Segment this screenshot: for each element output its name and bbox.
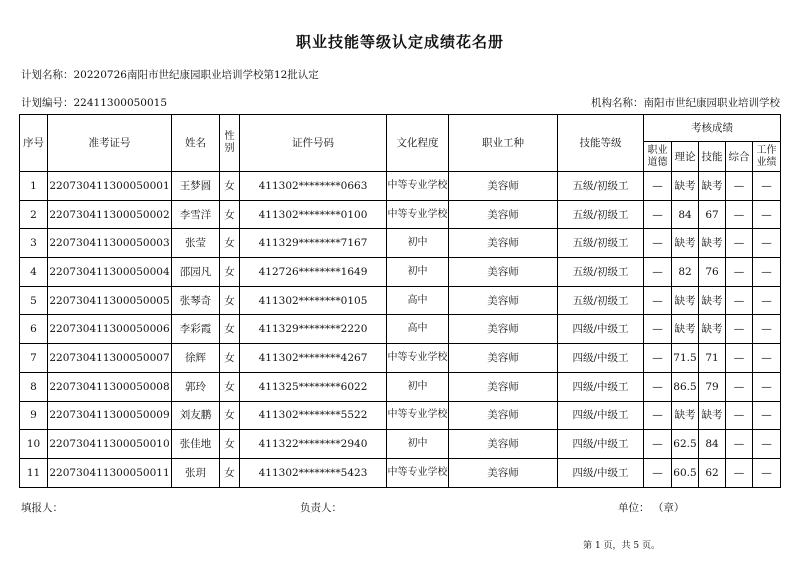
cell-education: 中等专业学校 (387, 401, 449, 430)
cell-id-no: 411329********2220 (240, 315, 387, 344)
cell-gender: 女 (220, 458, 240, 487)
cell-gender: 女 (220, 315, 240, 344)
cell-performance: — (753, 229, 781, 258)
plan-name: 计划名称：20220726南阳市世纪康园职业培训学校第12批认定 (21, 69, 319, 81)
cell-ethics: — (644, 172, 672, 201)
cell-seq: 8 (20, 372, 48, 401)
cell-level: 五级/初级工 (558, 200, 644, 229)
cell-performance: — (753, 401, 781, 430)
cell-skill: 71 (699, 344, 726, 373)
cell-skill: 76 (699, 258, 726, 287)
cell-level: 四级/中级工 (558, 315, 644, 344)
cell-gender: 女 (220, 401, 240, 430)
col-skill: 技能 (699, 142, 726, 172)
cell-name: 李彩霞 (172, 315, 220, 344)
table-row (20, 286, 781, 315)
cell-gender: 女 (220, 200, 240, 229)
cell-education: 中等专业学校 (387, 344, 449, 373)
cell-theory: 缺考 (672, 172, 699, 201)
cell-id-no: 411302********5423 (240, 458, 387, 487)
cell-level: 五级/初级工 (558, 229, 644, 258)
roster-body (20, 172, 781, 488)
cell-skill: 缺考 (699, 286, 726, 315)
cell-exam-no: 220730411300050007 (48, 344, 172, 373)
responsible-label: 负责人： (300, 502, 342, 514)
col-seq: 序号 (20, 115, 48, 172)
col-overall: 综合 (726, 142, 753, 172)
cell-seq: 7 (20, 344, 48, 373)
col-ethics: 职业道德 (644, 142, 672, 172)
cell-performance: — (753, 458, 781, 487)
cell-performance: — (753, 372, 781, 401)
cell-id-no: 411322********2940 (240, 430, 387, 459)
cell-level: 五级/初级工 (558, 286, 644, 315)
table-row (20, 229, 781, 258)
cell-overall: — (726, 458, 753, 487)
cell-level: 四级/中级工 (558, 344, 644, 373)
cell-overall: — (726, 401, 753, 430)
cell-exam-no: 220730411300050006 (48, 315, 172, 344)
cell-education: 中等专业学校 (387, 200, 449, 229)
cell-ethics: — (644, 372, 672, 401)
cell-level: 五级/初级工 (558, 172, 644, 201)
cell-seq: 9 (20, 401, 48, 430)
cell-skill: 84 (699, 430, 726, 459)
cell-theory: 82 (672, 258, 699, 287)
cell-skill: 缺考 (699, 229, 726, 258)
cell-name: 刘友鹏 (172, 401, 220, 430)
cell-gender: 女 (220, 286, 240, 315)
cell-skill: 缺考 (699, 315, 726, 344)
cell-education: 初中 (387, 229, 449, 258)
cell-id-no: 411302********5522 (240, 401, 387, 430)
cell-occupation: 美容师 (449, 315, 558, 344)
cell-education: 初中 (387, 430, 449, 459)
cell-id-no: 412726********1649 (240, 258, 387, 287)
cell-occupation: 美容师 (449, 286, 558, 315)
cell-exam-no: 220730411300050001 (48, 172, 172, 201)
cell-skill: 79 (699, 372, 726, 401)
cell-gender: 女 (220, 344, 240, 373)
cell-occupation: 美容师 (449, 372, 558, 401)
cell-exam-no: 220730411300050002 (48, 200, 172, 229)
cell-theory: 62.5 (672, 430, 699, 459)
cell-overall: — (726, 200, 753, 229)
cell-skill: 62 (699, 458, 726, 487)
cell-theory: 84 (672, 200, 699, 229)
cell-theory: 缺考 (672, 401, 699, 430)
score-roster-table (19, 114, 781, 488)
col-gender: 性别 (220, 115, 240, 172)
cell-ethics: — (644, 229, 672, 258)
cell-occupation: 美容师 (449, 200, 558, 229)
col-name: 姓名 (172, 115, 220, 172)
cell-exam-no: 220730411300050005 (48, 286, 172, 315)
table-row (20, 401, 781, 430)
cell-theory: 缺考 (672, 229, 699, 258)
cell-name: 张玥 (172, 458, 220, 487)
table-row (20, 315, 781, 344)
cell-overall: — (726, 344, 753, 373)
cell-ethics: — (644, 286, 672, 315)
cell-level: 四级/中级工 (558, 372, 644, 401)
col-scores-group: 考核成绩 (644, 115, 781, 142)
cell-ethics: — (644, 200, 672, 229)
cell-seq: 4 (20, 258, 48, 287)
plan-number: 计划编号：22411300050015 (21, 97, 168, 109)
cell-id-no: 411302********0100 (240, 200, 387, 229)
organization-name: 机构名称：南阳市世纪康园职业培训学校 (591, 97, 780, 109)
cell-gender: 女 (220, 430, 240, 459)
cell-level: 四级/中级工 (558, 401, 644, 430)
cell-name: 李雪洋 (172, 200, 220, 229)
filler-label: 填报人： (21, 502, 63, 514)
col-occupation: 职业工种 (449, 115, 558, 172)
cell-overall: — (726, 258, 753, 287)
cell-gender: 女 (220, 372, 240, 401)
page-indicator: 第 1 页，共 5 页。 (583, 541, 660, 551)
cell-seq: 2 (20, 200, 48, 229)
table-row (20, 200, 781, 229)
cell-performance: — (753, 286, 781, 315)
cell-name: 王梦圆 (172, 172, 220, 201)
cell-id-no: 411302********0105 (240, 286, 387, 315)
cell-name: 张佳地 (172, 430, 220, 459)
cell-skill: 缺考 (699, 401, 726, 430)
col-theory: 理论 (672, 142, 699, 172)
cell-gender: 女 (220, 172, 240, 201)
cell-theory: 缺考 (672, 286, 699, 315)
cell-name: 郭玲 (172, 372, 220, 401)
cell-name: 邵园凡 (172, 258, 220, 287)
cell-performance: — (753, 258, 781, 287)
cell-overall: — (726, 286, 753, 315)
cell-id-no: 411325********6022 (240, 372, 387, 401)
table-row (20, 172, 781, 201)
page-title: 职业技能等级认定成绩花名册 (295, 33, 504, 51)
cell-education: 高中 (387, 286, 449, 315)
table-row (20, 344, 781, 373)
header-row (20, 115, 781, 142)
cell-name: 张莹 (172, 229, 220, 258)
table-row (20, 372, 781, 401)
cell-ethics: — (644, 315, 672, 344)
cell-ethics: — (644, 430, 672, 459)
table-row (20, 258, 781, 287)
cell-theory: 60.5 (672, 458, 699, 487)
cell-ethics: — (644, 458, 672, 487)
cell-seq: 3 (20, 229, 48, 258)
cell-exam-no: 220730411300050008 (48, 372, 172, 401)
cell-overall: — (726, 315, 753, 344)
cell-skill: 67 (699, 200, 726, 229)
cell-education: 高中 (387, 315, 449, 344)
cell-ethics: — (644, 344, 672, 373)
cell-id-no: 411329********7167 (240, 229, 387, 258)
cell-ethics: — (644, 401, 672, 430)
cell-occupation: 美容师 (449, 401, 558, 430)
cell-skill: 缺考 (699, 172, 726, 201)
cell-occupation: 美容师 (449, 344, 558, 373)
cell-exam-no: 220730411300050003 (48, 229, 172, 258)
cell-seq: 6 (20, 315, 48, 344)
cell-gender: 女 (220, 229, 240, 258)
cell-exam-no: 220730411300050009 (48, 401, 172, 430)
table-row (20, 458, 781, 487)
cell-education: 初中 (387, 258, 449, 287)
unit-seal-label: 单位： （章） (618, 502, 685, 514)
cell-performance: — (753, 172, 781, 201)
cell-performance: — (753, 200, 781, 229)
cell-level: 四级/中级工 (558, 430, 644, 459)
cell-occupation: 美容师 (449, 458, 558, 487)
cell-seq: 1 (20, 172, 48, 201)
cell-performance: — (753, 344, 781, 373)
col-id-no: 证件号码 (240, 115, 387, 172)
cell-education: 初中 (387, 372, 449, 401)
cell-seq: 5 (20, 286, 48, 315)
cell-overall: — (726, 229, 753, 258)
cell-exam-no: 220730411300050004 (48, 258, 172, 287)
col-performance: 工作业绩 (753, 142, 781, 172)
cell-occupation: 美容师 (449, 172, 558, 201)
cell-theory: 86.5 (672, 372, 699, 401)
cell-level: 四级/中级工 (558, 458, 644, 487)
cell-education: 中等专业学校 (387, 458, 449, 487)
cell-education: 中等专业学校 (387, 172, 449, 201)
cell-name: 徐辉 (172, 344, 220, 373)
cell-theory: 71.5 (672, 344, 699, 373)
cell-name: 张琴奇 (172, 286, 220, 315)
cell-level: 五级/初级工 (558, 258, 644, 287)
cell-overall: — (726, 172, 753, 201)
cell-id-no: 411302********0663 (240, 172, 387, 201)
cell-overall: — (726, 372, 753, 401)
cell-occupation: 美容师 (449, 229, 558, 258)
col-level: 技能等级 (558, 115, 644, 172)
cell-occupation: 美容师 (449, 430, 558, 459)
cell-exam-no: 220730411300050010 (48, 430, 172, 459)
cell-performance: — (753, 315, 781, 344)
cell-gender: 女 (220, 258, 240, 287)
table-row (20, 430, 781, 459)
cell-exam-no: 220730411300050011 (48, 458, 172, 487)
cell-seq: 10 (20, 430, 48, 459)
cell-overall: — (726, 430, 753, 459)
cell-id-no: 411302********4267 (240, 344, 387, 373)
cell-performance: — (753, 430, 781, 459)
col-education: 文化程度 (387, 115, 449, 172)
cell-occupation: 美容师 (449, 258, 558, 287)
cell-ethics: — (644, 258, 672, 287)
cell-seq: 11 (20, 458, 48, 487)
col-exam-no: 准考证号 (48, 115, 172, 172)
cell-theory: 缺考 (672, 315, 699, 344)
